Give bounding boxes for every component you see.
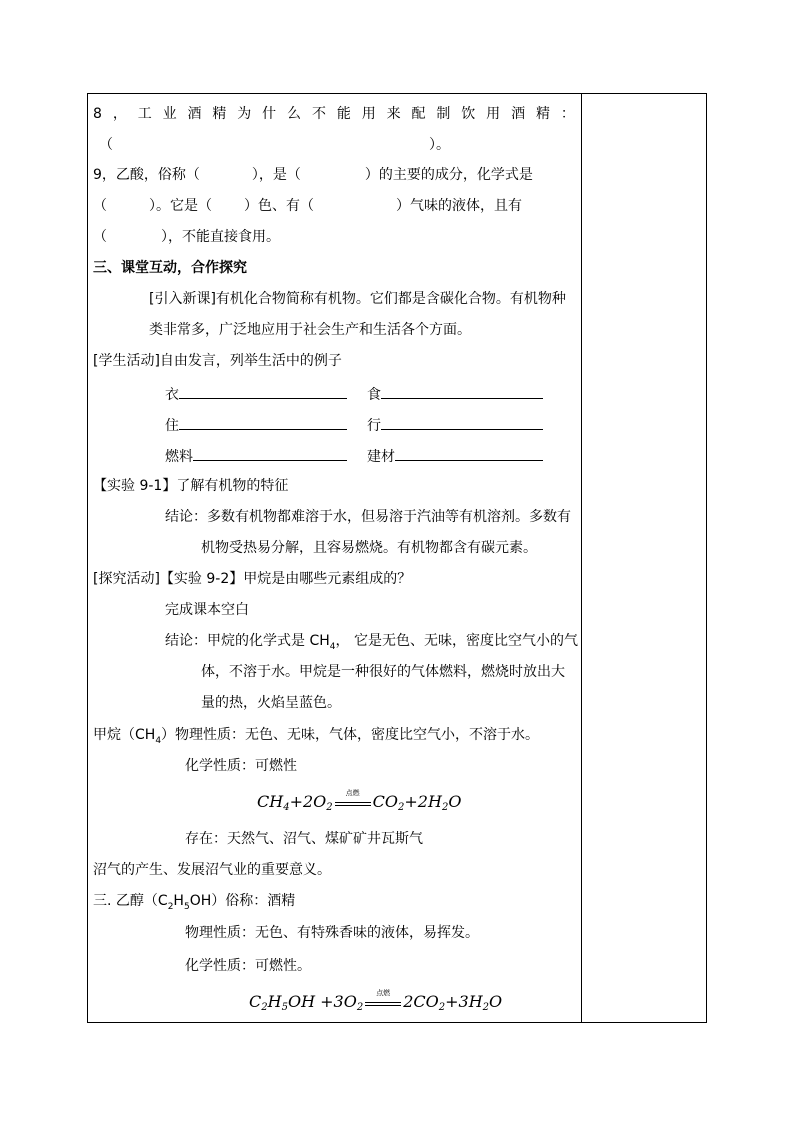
ethanol-physical: 物理性质：无色、有特殊香味的液体，易挥发。 [185,925,479,941]
question-8-char: 酒 [187,106,202,122]
blank-line [395,446,543,461]
section-3-title: 三、课堂互动，合作探究 [93,260,247,276]
question-8-char: ： [560,106,575,122]
experiment-9-2-conclusion-2: 体，不溶于水。甲烷是一种很好的气体燃料，燃烧时放出大 [201,664,565,680]
ethanol-chemical: 化学性质：可燃性。 [185,958,311,974]
question-8-char: 配 [411,106,426,122]
ethanol-combustion-equation: $C_2H_5OH +3O_2$ 点燃 $2CO_2+3H_2O$ [249,988,503,1013]
question-8-char: 精 [535,106,550,122]
example-housing: 住 [165,415,347,435]
example-food: 食 [367,384,543,404]
question-8-char: 来 [386,106,401,122]
experiment-9-2-conclusion-3: 量的热，火焰呈蓝色。 [201,695,341,711]
question-8-char: 为 [237,106,252,122]
blank-line [381,384,543,399]
question-8-char: 饮 [461,106,476,122]
blank-line [381,415,543,430]
reaction-arrow: 点燃 [365,996,401,1010]
intro-line-2: 类非常多，广泛地应用于社会生产和生活各个方面。 [149,322,471,338]
question-9-line-2: （ ）。它是（ ）色、有（ ）气味的液体，且有 [93,198,522,214]
student-activity: [学生活动]自由发言，列举生活中的例子 [93,353,342,369]
question-9-line-1: 9，乙酸，俗称（ ），是（ ）的主要的成分，化学式是 [93,167,533,183]
question-8-char: 业 [162,106,177,122]
experiment-9-1-title: 【实验 9-1】了解有机物的特征 [93,478,289,494]
experiment-9-2-task: 完成课本空白 [165,602,249,618]
methane-existence: 存在：天然气、沼气、煤矿矿井瓦斯气 [185,831,423,847]
question-8-char: 能 [336,106,351,122]
experiment-9-2-conclusion-1: 结论：甲烷的化学式是 $CH_4$， 它是无色、无味，密度比空气小的气 [165,633,578,652]
question-8-char: 工 [137,106,152,122]
question-8-answer [99,136,575,154]
question-8-char: 制 [436,106,451,122]
question-8-char: ， [112,106,127,122]
question-8-char: 不 [311,106,326,122]
experiment-9-1-conclusion-2: 机物受热易分解，且容易燃烧。有机物都含有碳元素。 [201,540,537,556]
question-8-char: 用 [361,106,376,122]
methane-physical: 甲烷$(CH_4)$物理性质：无色、无味，气体，密度比空气小，不溶于水。 [93,727,540,746]
question-8-char: 8 [93,106,102,122]
experiment-9-2-title: [探究活动]【实验 9-2】甲烷是由哪些元素组成的？ [93,571,412,587]
experiment-9-1-conclusion-1: 结论：多数有机物都难溶于水，但易溶于汽油等有机溶剂。多数有 [165,509,571,525]
methane-combustion-equation: $CH_4+2O_2$ 点燃 $CO_2+2H_2O$ [257,788,462,813]
paren-open: （ [99,137,113,153]
question-9-line-3: （ ），不能直接食用。 [93,229,280,245]
question-8-char: 酒 [511,106,526,122]
paren-close: ）。 [429,137,450,153]
reaction-arrow: 点燃 [335,796,371,810]
table-column-divider [581,93,582,1023]
example-fuel: 燃料 [165,446,347,466]
question-8-char: 精 [212,106,227,122]
blank-line [179,415,347,430]
ethanol-title: 三. 乙醇$(C_2H_5OH)$俗称：酒精 [93,893,296,912]
question-8-char: 什 [262,106,277,122]
intro-line-1: [引入新课]有机化合物简称有机物。它们都是含碳化合物。有机物种 [149,291,566,307]
example-building: 建材 [367,446,543,466]
blank-line [193,446,347,461]
biogas-significance: 沼气的产生、发展沼气业的重要意义。 [93,862,331,878]
blank-line [179,384,347,399]
question-8-line [93,105,575,123]
methane-chemical: 化学性质：可燃性 [185,758,297,774]
example-clothing: 衣 [165,384,347,404]
question-8-char: 用 [486,106,501,122]
question-8-char: 么 [287,106,302,122]
example-travel: 行 [367,415,543,435]
